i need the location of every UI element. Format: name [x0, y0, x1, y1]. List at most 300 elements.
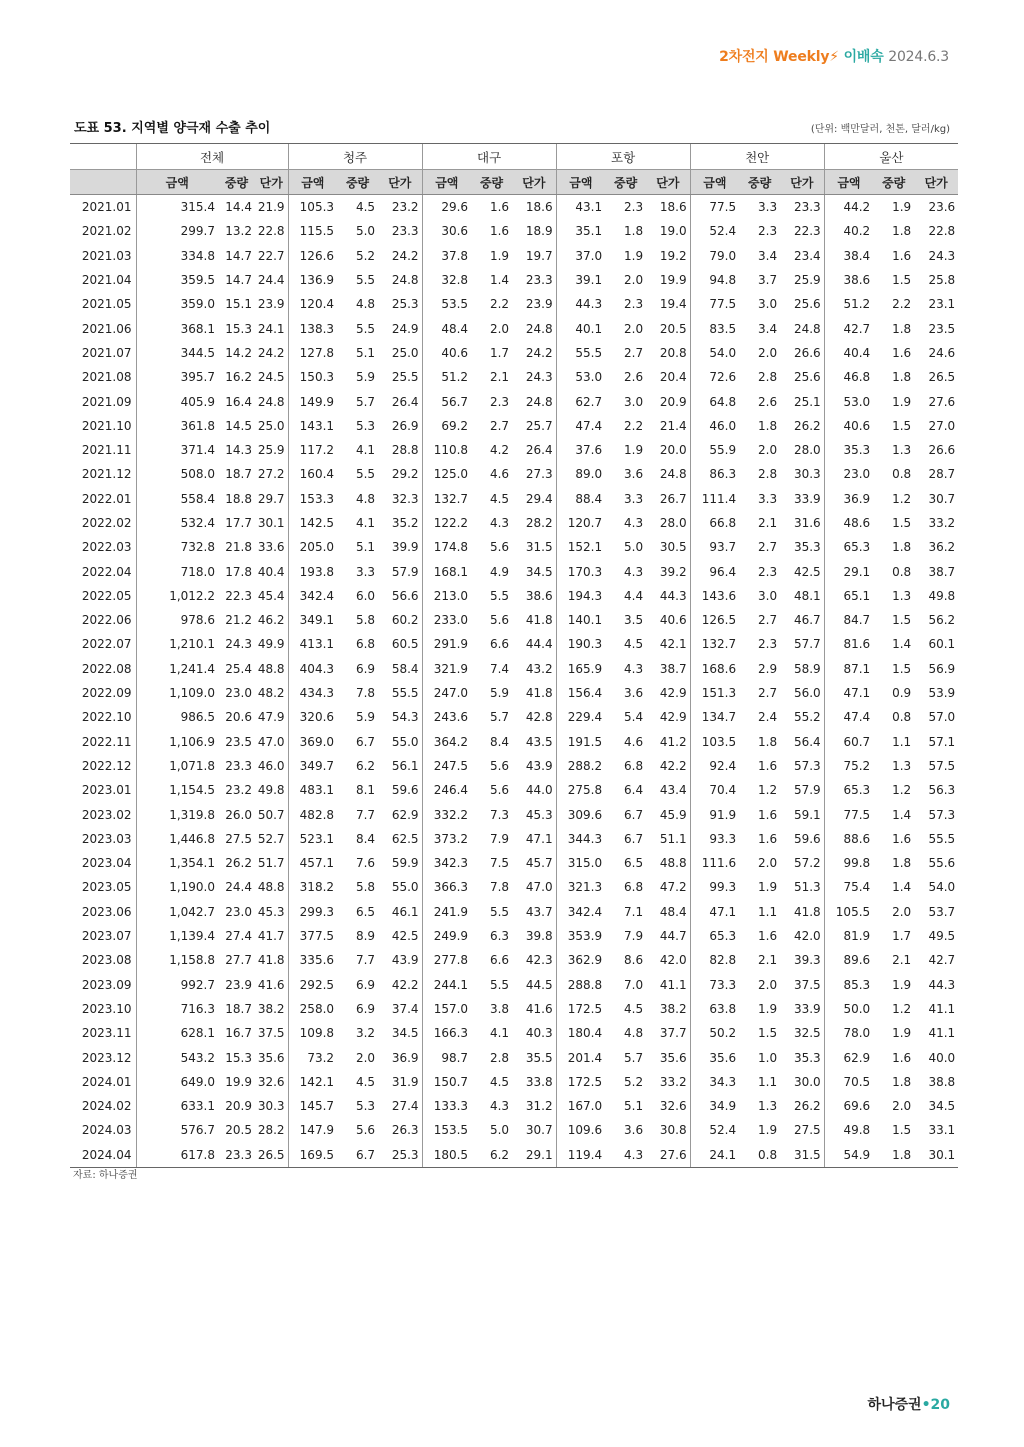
data-cell: 33.8 — [525, 1074, 553, 1089]
data-cell: 24.6 — [928, 345, 956, 360]
data-cell: 142.5 — [288, 511, 337, 535]
data-cell: 23.4 — [793, 248, 821, 263]
data-cell: 1.3 — [892, 443, 912, 458]
data-cell: 22.8 — [257, 224, 285, 239]
data-cell: 5.0 — [624, 540, 644, 555]
data-cell: 33.1 — [928, 1123, 956, 1138]
data-cell: 20.9 — [659, 394, 687, 409]
data-cell: 111.4 — [690, 487, 739, 511]
data-cell: 1.8 — [892, 540, 912, 555]
row-date: 2022.12 — [81, 758, 132, 773]
row-date: 2024.04 — [70, 1143, 136, 1168]
table-body — [70, 195, 958, 1168]
data-cell: 24.5 — [257, 370, 285, 385]
data-cell: 2.0 — [892, 904, 912, 919]
data-cell: 2.1 — [489, 370, 510, 385]
data-cell: 26.7 — [659, 491, 687, 506]
data-cell: 24.2 — [257, 345, 285, 360]
data-cell: 1,446.8 — [136, 827, 218, 851]
data-cell: 18.6 — [659, 200, 687, 215]
data-cell: 5.8 — [355, 613, 376, 628]
data-cell: 22.7 — [257, 248, 285, 263]
data-cell: 14.7 — [225, 273, 252, 288]
row-date: 2021.09 — [81, 394, 132, 409]
data-cell: 25.3 — [391, 297, 419, 312]
data-cell: 89.0 — [556, 462, 605, 486]
table-row — [70, 973, 958, 997]
data-cell: 4.1 — [355, 516, 376, 530]
data-cell: 2.0 — [758, 977, 778, 992]
data-cell: 3.6 — [624, 1123, 644, 1138]
data-cell: 46.8 — [824, 365, 873, 389]
data-cell: 275.8 — [556, 778, 605, 802]
data-cell: 25.0 — [391, 345, 419, 360]
data-cell: 28.0 — [659, 516, 687, 530]
data-cell: 57.0 — [928, 710, 956, 725]
data-cell: 39.2 — [659, 564, 687, 579]
data-cell: 20.0 — [659, 443, 687, 458]
data-cell: 55.9 — [690, 438, 739, 462]
data-cell: 43.9 — [525, 758, 553, 773]
row-date: 2021.10 — [81, 418, 132, 433]
data-cell: 1.6 — [758, 758, 778, 773]
data-cell: 77.5 — [690, 195, 739, 220]
data-cell: 25.6 — [793, 297, 821, 312]
data-cell: 23.5 — [928, 321, 956, 336]
data-cell: 3.4 — [758, 321, 778, 336]
data-cell: 42.8 — [525, 710, 553, 725]
data-cell: 5.1 — [355, 540, 376, 555]
data-cell: 42.1 — [659, 637, 687, 652]
data-cell: 145.7 — [288, 1094, 337, 1118]
data-cell: 149.9 — [288, 389, 337, 413]
data-cell: 5.6 — [355, 1123, 376, 1138]
row-date: 2023.02 — [81, 807, 132, 822]
data-cell: 37.5 — [793, 977, 821, 992]
data-cell: 28.0 — [793, 443, 821, 458]
data-cell: 992.7 — [136, 973, 218, 997]
data-cell: 42.9 — [659, 686, 687, 701]
data-cell: 84.7 — [824, 608, 873, 632]
data-cell: 649.0 — [136, 1070, 218, 1094]
data-cell: 4.3 — [624, 661, 644, 676]
data-cell: 247.0 — [422, 681, 471, 705]
data-cell: 33.9 — [793, 1001, 821, 1016]
data-cell: 22.8 — [928, 224, 956, 239]
data-cell: 122.2 — [422, 511, 471, 535]
data-cell: 50.2 — [690, 1021, 739, 1045]
data-cell: 291.9 — [422, 632, 471, 656]
data-cell: 38.2 — [659, 1001, 687, 1016]
data-cell: 29.1 — [824, 559, 873, 583]
data-cell: 1.1 — [758, 904, 778, 919]
data-cell: 213.0 — [422, 584, 471, 608]
data-cell: 716.3 — [136, 997, 218, 1021]
data-cell: 1.6 — [892, 1050, 912, 1065]
data-cell: 48.6 — [824, 511, 873, 535]
data-cell: 41.8 — [257, 953, 285, 968]
data-cell: 50.0 — [824, 997, 873, 1021]
data-cell: 172.5 — [556, 1070, 605, 1094]
subcolumn-header: 단가 — [780, 170, 824, 195]
data-cell: 25.9 — [257, 443, 285, 458]
table-row — [70, 802, 958, 826]
table-row — [70, 632, 958, 656]
data-cell: 7.6 — [355, 856, 376, 871]
data-cell: 21.8 — [225, 540, 252, 555]
data-cell: 26.6 — [793, 345, 821, 360]
corner-cell — [70, 144, 136, 170]
data-cell: 1,158.8 — [136, 948, 218, 972]
data-cell: 53.0 — [556, 365, 605, 389]
data-cell: 41.7 — [257, 929, 285, 944]
data-cell: 2.1 — [892, 953, 912, 968]
data-cell: 3.2 — [355, 1026, 376, 1041]
data-cell: 1.6 — [892, 345, 912, 360]
data-cell: 24.4 — [257, 273, 285, 288]
row-date: 2023.10 — [81, 1001, 132, 1016]
data-cell: 41.8 — [793, 904, 821, 919]
data-cell: 1.0 — [758, 1050, 778, 1065]
data-cell: 277.8 — [422, 948, 471, 972]
data-cell: 44.5 — [525, 977, 553, 992]
data-cell: 24.1 — [690, 1143, 739, 1168]
data-cell: 1.8 — [758, 734, 778, 749]
data-cell: 292.5 — [288, 973, 337, 997]
data-cell: 160.4 — [288, 462, 337, 486]
table-row — [70, 1118, 958, 1142]
data-cell: 5.9 — [489, 686, 510, 701]
data-cell: 4.8 — [355, 297, 376, 312]
data-cell: 38.7 — [928, 564, 956, 579]
data-cell: 34.5 — [391, 1026, 419, 1041]
data-cell: 2.7 — [624, 345, 644, 360]
data-cell: 5.4 — [624, 710, 644, 725]
data-cell: 93.7 — [690, 535, 739, 559]
data-cell: 75.4 — [824, 875, 873, 899]
data-cell: 6.7 — [624, 807, 644, 822]
group-header: 울산 — [824, 144, 958, 170]
data-cell: 628.1 — [136, 1021, 218, 1045]
data-cell: 24.1 — [257, 321, 285, 336]
data-cell: 8.9 — [355, 929, 376, 944]
data-cell: 41.1 — [659, 977, 687, 992]
row-date: 2021.01 — [81, 200, 132, 215]
table-row — [70, 559, 958, 583]
data-cell: 117.2 — [288, 438, 337, 462]
data-cell: 16.4 — [225, 394, 252, 409]
data-cell: 24.3 — [225, 637, 252, 652]
data-cell: 2.7 — [489, 418, 510, 433]
data-cell: 14.4 — [225, 200, 252, 215]
data-cell: 3.0 — [624, 394, 644, 409]
data-cell: 54.3 — [391, 710, 419, 725]
row-date: 2021.11 — [81, 443, 132, 458]
data-cell: 43.4 — [659, 783, 687, 798]
data-cell: 24.4 — [225, 880, 252, 895]
data-cell: 24.3 — [525, 370, 553, 385]
data-cell: 109.8 — [288, 1021, 337, 1045]
data-cell: 25.9 — [793, 273, 821, 288]
data-cell: 0.8 — [739, 1143, 780, 1168]
data-cell: 48.1 — [793, 588, 821, 603]
data-cell: 368.1 — [136, 316, 218, 340]
report-date: 2024.6.3 — [888, 49, 949, 65]
data-cell: 1,154.5 — [136, 778, 218, 802]
data-cell: 3.4 — [758, 248, 778, 263]
data-cell: 6.7 — [337, 1143, 378, 1168]
data-cell: 170.3 — [556, 559, 605, 583]
table-row — [70, 900, 958, 924]
data-cell: 105.5 — [824, 900, 873, 924]
data-cell: 53.7 — [928, 904, 956, 919]
table-row — [70, 875, 958, 899]
data-cell: 25.5 — [391, 370, 419, 385]
data-cell: 44.7 — [659, 929, 687, 944]
data-cell: 49.8 — [257, 783, 285, 798]
data-cell: 1.9 — [489, 248, 510, 263]
data-cell: 4.2 — [489, 443, 510, 458]
data-cell: 1.3 — [892, 758, 912, 773]
data-cell: 6.4 — [624, 783, 644, 798]
data-cell: 247.5 — [422, 754, 471, 778]
table-row — [70, 778, 958, 802]
table-row — [70, 924, 958, 948]
data-cell: 57.7 — [793, 637, 821, 652]
data-cell: 0.8 — [892, 564, 912, 579]
data-cell: 65.1 — [824, 584, 873, 608]
data-cell: 26.2 — [793, 418, 821, 433]
data-cell: 142.1 — [288, 1070, 337, 1094]
data-cell: 24.8 — [525, 321, 553, 336]
data-cell: 42.2 — [391, 977, 419, 992]
data-cell: 41.2 — [659, 734, 687, 749]
data-cell: 7.8 — [489, 880, 510, 895]
data-cell: 24.8 — [793, 321, 821, 336]
data-cell: 4.4 — [624, 588, 644, 603]
data-cell: 51.3 — [793, 880, 821, 895]
data-cell: 37.7 — [659, 1026, 687, 1041]
data-cell: 55.5 — [391, 686, 419, 701]
table-row — [70, 219, 958, 243]
data-cell: 18.6 — [525, 200, 553, 215]
data-cell: 31.5 — [780, 1143, 824, 1168]
data-cell: 17.7 — [225, 516, 252, 530]
row-date: 2022.03 — [81, 540, 132, 555]
data-cell: 243.6 — [422, 705, 471, 729]
data-cell: 5.0 — [355, 224, 376, 239]
data-cell: 344.5 — [136, 341, 218, 365]
subcolumn-header: 금액 — [136, 170, 218, 195]
data-cell: 51.1 — [659, 831, 687, 846]
row-date: 2023.09 — [81, 977, 132, 992]
data-cell: 30.3 — [793, 467, 821, 482]
data-cell: 1.2 — [892, 491, 912, 506]
data-cell: 23.2 — [391, 200, 419, 215]
data-cell: 41.6 — [257, 977, 285, 992]
data-cell: 44.3 — [556, 292, 605, 316]
table-row — [70, 584, 958, 608]
data-cell: 168.1 — [422, 559, 471, 583]
data-cell: 69.2 — [422, 414, 471, 438]
data-cell: 1.5 — [892, 273, 912, 288]
data-cell: 5.8 — [355, 880, 376, 895]
data-cell: 5.6 — [489, 613, 510, 628]
data-cell: 25.7 — [525, 418, 553, 433]
page-footer — [867, 1394, 950, 1414]
unit-note: (단위: 백만달러, 천톤, 달러/kg) — [810, 124, 950, 135]
data-cell: 309.6 — [556, 802, 605, 826]
data-cell: 7.7 — [355, 807, 376, 822]
data-cell: 47.2 — [659, 880, 687, 895]
data-cell: 15.3 — [225, 1050, 252, 1065]
data-cell: 35.6 — [257, 1050, 285, 1065]
data-cell: 1,109.0 — [136, 681, 218, 705]
data-cell: 30.5 — [659, 540, 687, 555]
data-cell: 19.2 — [659, 248, 687, 263]
data-cell: 24.2 — [391, 248, 419, 263]
data-cell: 36.2 — [928, 540, 956, 555]
data-cell: 0.8 — [892, 710, 912, 725]
data-cell: 70.4 — [690, 778, 739, 802]
data-cell: 136.9 — [288, 268, 337, 292]
subcolumn-header: 중량 — [605, 170, 646, 195]
data-cell: 57.3 — [928, 807, 956, 822]
data-cell: 57.9 — [793, 783, 821, 798]
data-cell: 6.0 — [355, 588, 376, 603]
data-cell: 1.9 — [624, 248, 644, 263]
data-cell: 53.5 — [422, 292, 471, 316]
data-cell: 24.3 — [928, 248, 956, 263]
data-cell: 288.2 — [556, 754, 605, 778]
data-cell: 47.1 — [690, 900, 739, 924]
data-cell: 105.3 — [288, 195, 337, 220]
data-cell: 2.8 — [489, 1050, 510, 1065]
data-cell: 4.5 — [489, 491, 510, 506]
data-cell: 27.6 — [928, 394, 956, 409]
data-cell: 82.8 — [690, 948, 739, 972]
data-cell: 3.7 — [758, 273, 778, 288]
data-cell: 1.5 — [892, 516, 912, 530]
data-cell: 79.0 — [690, 244, 739, 268]
data-cell: 335.6 — [288, 948, 337, 972]
data-cell: 334.8 — [136, 244, 218, 268]
data-cell: 48.2 — [257, 686, 285, 701]
table-row — [70, 705, 958, 729]
corner-cell — [70, 170, 136, 195]
data-cell: 1.9 — [892, 200, 912, 215]
data-cell: 5.7 — [624, 1050, 644, 1065]
data-cell: 315.0 — [556, 851, 605, 875]
footer-company: 하나증권 — [867, 1397, 922, 1413]
row-date: 2022.07 — [81, 637, 132, 652]
data-cell: 40.2 — [824, 219, 873, 243]
data-cell: 55.5 — [556, 341, 605, 365]
data-cell: 7.4 — [489, 661, 510, 676]
data-cell: 1.8 — [892, 370, 912, 385]
data-cell: 64.8 — [690, 389, 739, 413]
data-cell: 23.3 — [525, 273, 553, 288]
data-cell: 37.4 — [391, 1001, 419, 1016]
data-cell: 986.5 — [136, 705, 218, 729]
data-cell: 23.9 — [525, 297, 553, 312]
data-cell: 56.2 — [928, 613, 956, 628]
data-cell: 38.6 — [525, 588, 553, 603]
data-cell: 73.3 — [690, 973, 739, 997]
data-cell: 36.9 — [824, 487, 873, 511]
data-cell: 37.0 — [556, 244, 605, 268]
data-cell: 2.0 — [624, 321, 644, 336]
data-cell: 46.0 — [257, 758, 285, 773]
data-cell: 32.3 — [391, 491, 419, 506]
data-cell: 58.9 — [793, 661, 821, 676]
table-row — [70, 754, 958, 778]
data-cell: 132.7 — [422, 487, 471, 511]
data-cell: 1.7 — [489, 345, 510, 360]
data-cell: 45.3 — [257, 904, 285, 919]
data-cell: 321.3 — [556, 875, 605, 899]
data-cell: 42.7 — [824, 316, 873, 340]
data-cell: 1,012.2 — [136, 584, 218, 608]
data-cell: 42.5 — [793, 564, 821, 579]
data-cell: 21.9 — [257, 200, 285, 215]
data-cell: 27.5 — [225, 831, 252, 846]
data-cell: 1.7 — [892, 929, 912, 944]
subcolumn-header: 중량 — [218, 170, 255, 195]
data-cell: 19.0 — [659, 224, 687, 239]
data-cell: 482.8 — [288, 802, 337, 826]
data-cell: 4.9 — [489, 564, 510, 579]
data-cell: 54.0 — [690, 341, 739, 365]
data-cell: 201.4 — [556, 1045, 605, 1069]
data-cell: 46.2 — [257, 613, 285, 628]
data-cell: 57.1 — [928, 734, 956, 749]
data-cell: 126.6 — [288, 244, 337, 268]
data-cell: 532.4 — [136, 511, 218, 535]
data-cell: 1.1 — [892, 734, 912, 749]
data-cell: 69.6 — [824, 1094, 873, 1118]
data-cell: 153.5 — [422, 1118, 471, 1142]
data-cell: 62.5 — [391, 831, 419, 846]
data-cell: 233.0 — [422, 608, 471, 632]
data-cell: 47.4 — [556, 414, 605, 438]
data-cell: 168.6 — [690, 657, 739, 681]
data-cell: 5.9 — [355, 370, 376, 385]
data-cell: 35.2 — [391, 516, 419, 530]
data-cell: 55.0 — [391, 734, 419, 749]
data-cell: 1,042.7 — [136, 900, 218, 924]
data-cell: 24.8 — [659, 467, 687, 482]
data-cell: 103.5 — [690, 730, 739, 754]
data-cell: 5.5 — [489, 977, 510, 992]
data-cell: 39.1 — [556, 268, 605, 292]
data-cell: 56.1 — [391, 758, 419, 773]
table-row — [70, 1143, 958, 1168]
data-cell: 23.1 — [928, 297, 956, 312]
data-cell: 110.8 — [422, 438, 471, 462]
data-cell: 20.5 — [659, 321, 687, 336]
data-cell: 35.5 — [525, 1050, 553, 1065]
data-cell: 41.8 — [525, 686, 553, 701]
data-cell: 41.6 — [525, 1001, 553, 1016]
data-cell: 30.7 — [525, 1123, 553, 1138]
data-cell: 377.5 — [288, 924, 337, 948]
data-cell: 353.9 — [556, 924, 605, 948]
data-cell: 1,354.1 — [136, 851, 218, 875]
data-cell: 1.9 — [758, 880, 778, 895]
data-cell: 23.3 — [793, 200, 821, 215]
data-cell: 3.3 — [758, 200, 778, 215]
